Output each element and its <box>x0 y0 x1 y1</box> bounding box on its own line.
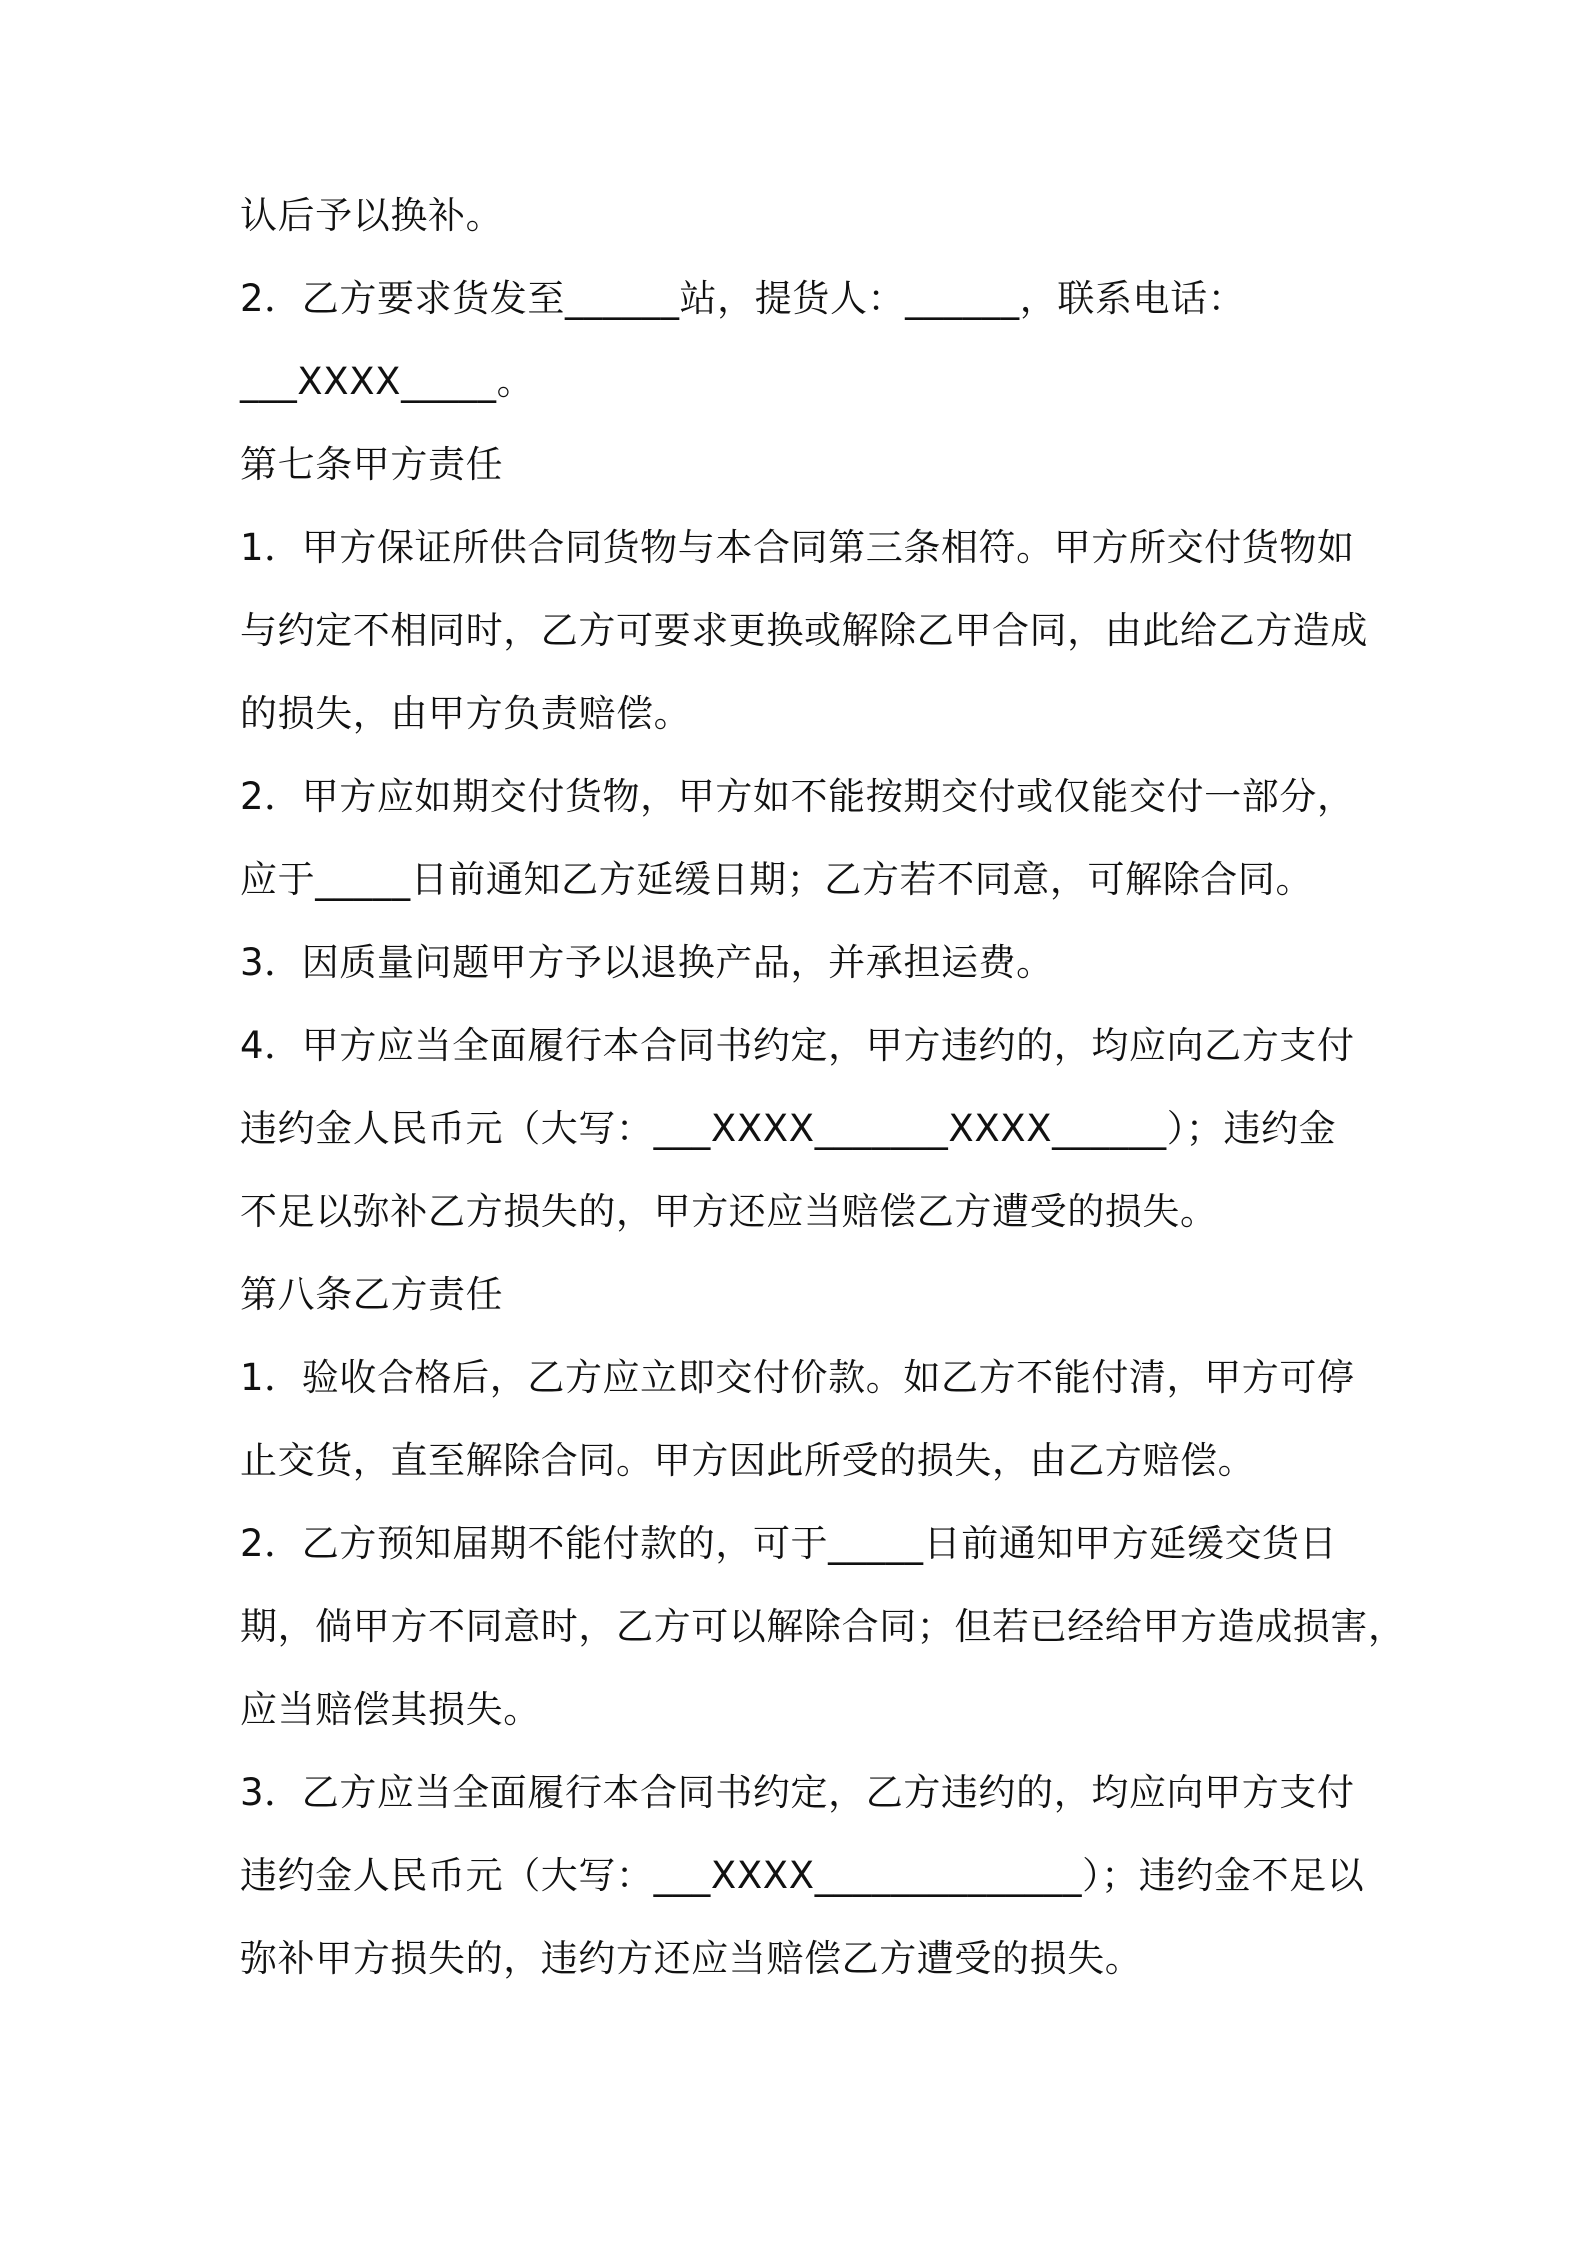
text-line: 与约定不相同时，乙方可要求更换或解除乙甲合同，由此给乙方造成 <box>240 609 1368 652</box>
text-line: 2．乙方要求货发至______站，提货人：______，联系电话： <box>240 277 1246 320</box>
text-line: 2．乙方预知届期不能付款的，可于_____日前通知甲方延缓交货日 <box>240 1522 1338 1565</box>
section-heading: 第八条乙方责任 <box>240 1273 504 1316</box>
document-body <box>240 194 1406 2021</box>
text-line: 4．甲方应当全面履行本合同书约定，甲方违约的，均应向乙方支付 <box>240 1024 1355 1067</box>
text-line: 应当赔偿其损失。 <box>240 1688 541 1731</box>
text-line: 期，倘甲方不同意时，乙方可以解除合同；但若已经给甲方造成损害， <box>240 1605 1406 1648</box>
text-line: 3．因质量问题甲方予以退换产品，并承担运费。 <box>240 941 1054 984</box>
text-line: 3．乙方应当全面履行本合同书约定，乙方违约的，均应向甲方支付 <box>240 1771 1355 1814</box>
text-line: 2．甲方应如期交付货物，甲方如不能按期交付或仅能交付一部分， <box>240 775 1355 818</box>
text-line: 应于_____日前通知乙方延缓日期；乙方若不同意，可解除合同。 <box>240 858 1314 901</box>
section-heading: 第七条甲方责任 <box>240 443 504 486</box>
text-line: 不足以弥补乙方损失的，甲方还应当赔偿乙方遭受的损失。 <box>240 1190 1218 1233</box>
text-line: ___XXXX_____。 <box>240 360 535 403</box>
text-line: 弥补甲方损失的，违约方还应当赔偿乙方遭受的损失。 <box>240 1937 1143 1980</box>
text-line: 止交货，直至解除合同。甲方因此所受的损失，由乙方赔偿。 <box>240 1439 1256 1482</box>
text-line: 1．验收合格后，乙方应立即交付价款。如乙方不能付清，甲方可停 <box>240 1356 1355 1399</box>
text-line: 认后予以换补。 <box>240 194 504 237</box>
text-line: 的损失，由甲方负责赔偿。 <box>240 692 692 735</box>
text-line: 1．甲方保证所供合同货物与本合同第三条相符。甲方所交付货物如 <box>240 526 1355 569</box>
text-line: 违约金人民币元（大写：___XXXX______________）；违约金不足以 <box>240 1854 1365 1897</box>
text-line: 违约金人民币元（大写：___XXXX_______XXXX______）；违约金 <box>240 1107 1337 1150</box>
